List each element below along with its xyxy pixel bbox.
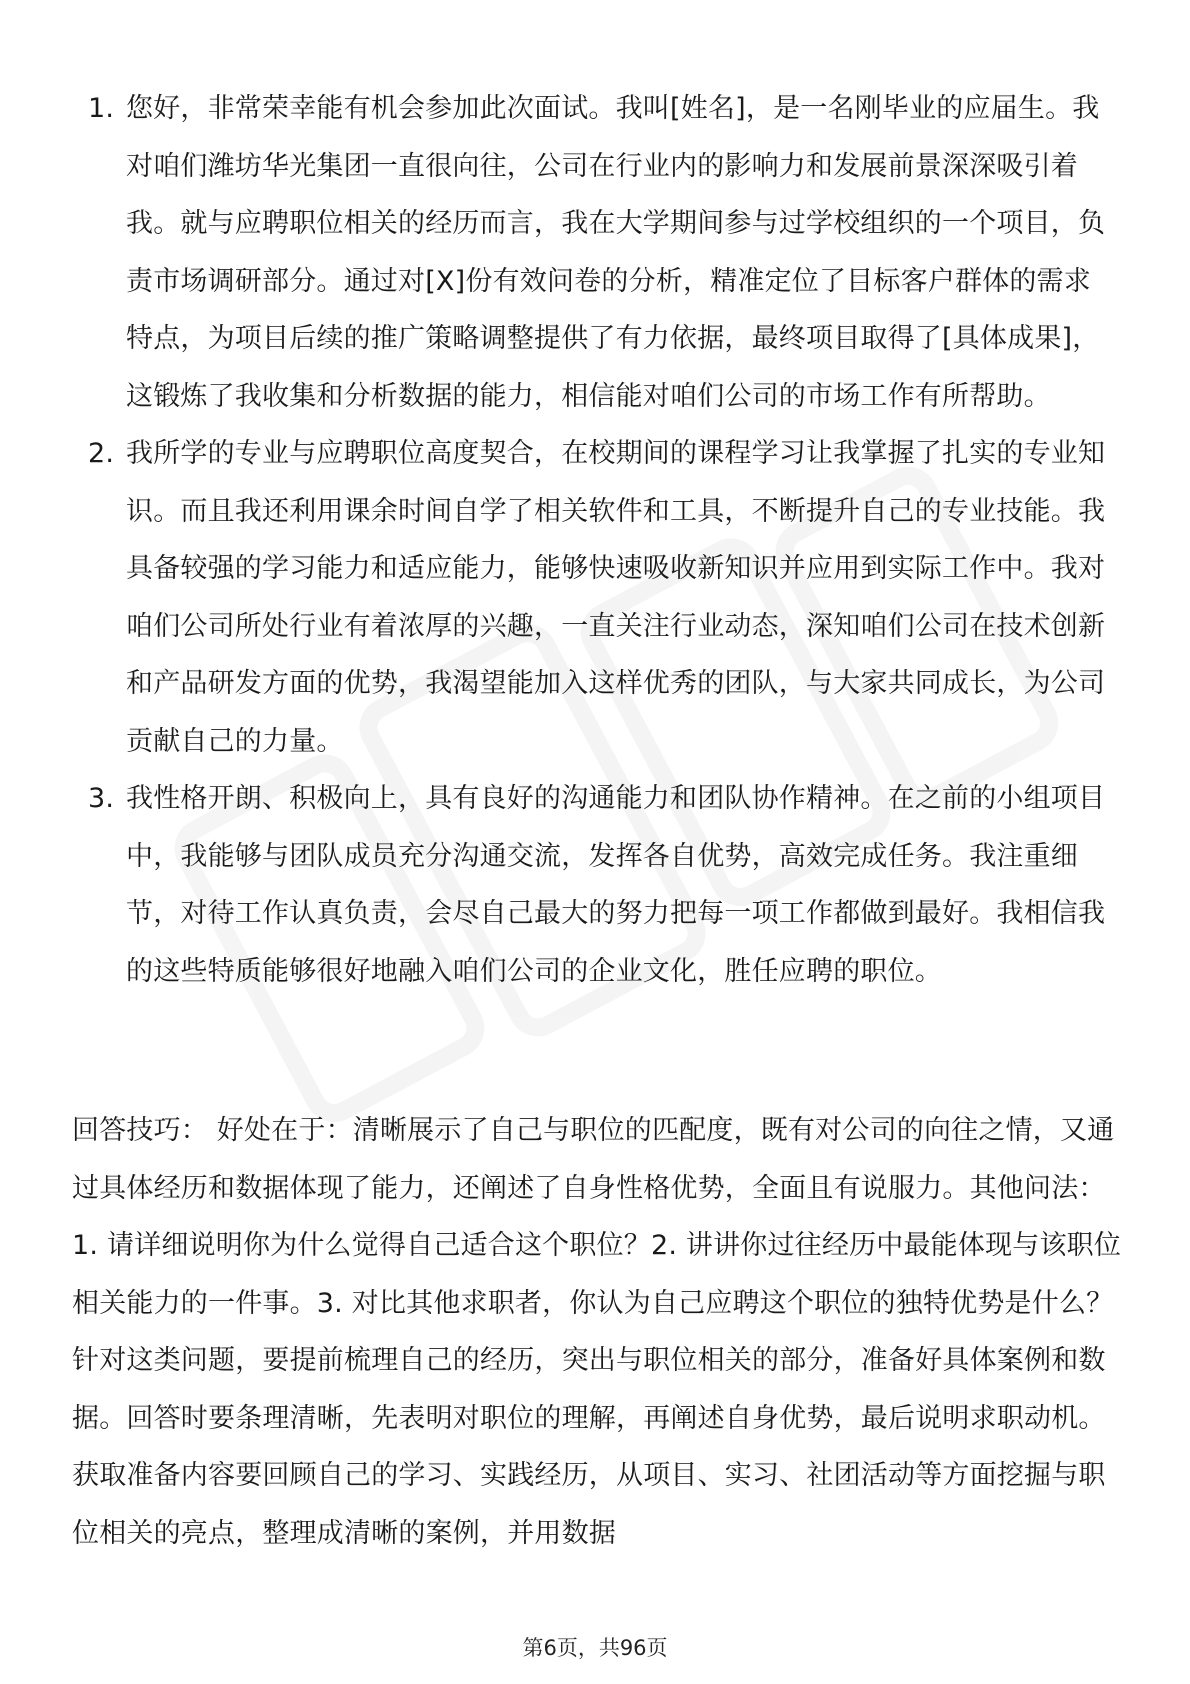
answer-number: 1. bbox=[88, 93, 115, 124]
page-number: 第6页，共96页 bbox=[522, 1636, 668, 1660]
answer-item bbox=[88, 770, 1118, 1000]
answer-tips: 回答技巧： 好处在于：清晰展示了自己与职位的匹配度，既有对公司的向往之情，又通过具体经历和数据体现了能力，还阐述了自身性格优势，全面且有说服力。其他问法：1. 请详细说明你为什么觉得自己适合这个职位？2. 讲讲你过往经历中最能体现与该职位相关能力的一件事。3. 对比其他求职者，你认为自己应聘这个职位的独特优势是什么？针对这类问题，要提前梳理自己的经历，突出与职位相关的部分，准备好具体案例和数据。回答时要条理清晰，先表明对职位的理解，再阐述自身优势，最后说明求职动机。获取准备内容要回顾自己的学习、实践经历，从项目、实习、社团活动等方面挖掘与职位相关的亮点，整理成清晰的案例，并用数据 bbox=[72, 1115, 1122, 1549]
answer-number: 2. bbox=[88, 438, 115, 469]
answer-text: 我性格开朗、积极向上，具有良好的沟通能力和团队协作精神。在之前的小组项目中，我能够与团队成员充分沟通交流，发挥各自优势，高效完成任务。我注重细节，对待工作认真负责，会尽自己最大的努力把每一项工作都做到最好。我相信我的这些特质能够很好地融入咱们公司的企业文化，胜任应聘的职位。 bbox=[126, 783, 1106, 987]
answer-number: 3. bbox=[88, 783, 115, 814]
answer-list bbox=[88, 80, 1118, 1000]
answer-text: 我所学的专业与应聘职位高度契合，在校期间的课程学习让我掌握了扎实的专业知识。而且我还利用课余时间自学了相关软件和工具，不断提升自己的专业技能。我具备较强的学习能力和适应能力，能够快速吸收新知识并应用到实际工作中。我对咱们公司所处行业有着浓厚的兴趣，一直关注行业动态，深知咱们公司在技术创新和产品研发方面的优势，我渴望能加入这样优秀的团队，与大家共同成长，为公司贡献自己的力量。 bbox=[126, 438, 1106, 757]
answer-item bbox=[88, 425, 1118, 770]
answer-text: 您好，非常荣幸能有机会参加此次面试。我叫[姓名]，是一名刚毕业的应届生。我对咱们潍坊华光集团一直很向往，公司在行业内的影响力和发展前景深深吸引着我。就与应聘职位相关的经历而言，我在大学期间参与过学校组织的一个项目，负责市场调研部分。通过对[X]份有效问卷的分析，精准定位了目标客户群体的需求特点，为项目后续的推广策略调整提供了有力依据，最终项目取得了[具体成果]，这锻炼了我收集和分析数据的能力，相信能对咱们公司的市场工作有所帮助。 bbox=[126, 93, 1106, 412]
answer-item bbox=[88, 80, 1118, 425]
